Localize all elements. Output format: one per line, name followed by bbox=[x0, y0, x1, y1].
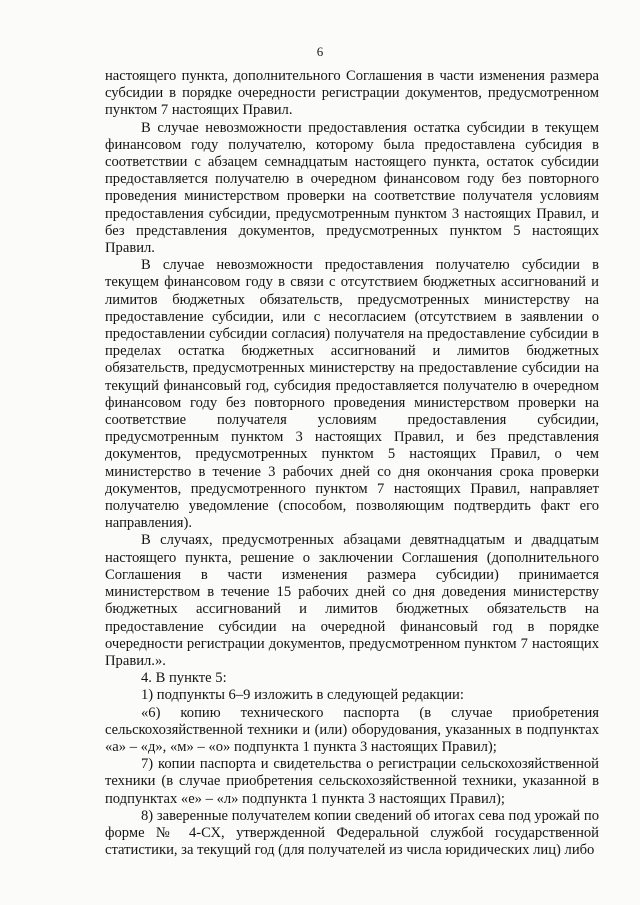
paragraph-no-budget-allocations: В случае невозможности предоставления получателю субсидии в текущем финансовом году в связи с отсутствием бюджетных ассигнований и лимитов бюджетных обязательств, предусмотренных министерству на предоставление субсидии, или с несогласием (отсутствием в заявлении о предоставлении субсидии согласия) получателя на предоставление субсидии в пределах остатка бюджетных ассигнований и лимитов бюджетных обязательств, предусмотренных министерству на предоставление субсидии на текущий финансовый год, субсидия предоставляется получателю в очередном финансовом году без повторного проведения министерством проверки на соответствие получателя условиям предоставления субсидии, предусмотренным пунктом 3 настоящих Правил, и без представления документов, предусмотренных пунктом 5 настоящих Правил, о чем министерство в течение 3 рабочих дней со дня окончания срока проверки документов, предусмотренного пунктом 7 настоящих Правил, направляет получателю уведомление (способом, позволяющим подтвердить факт его направления). bbox=[105, 257, 599, 532]
paragraph-subitem-1: 1) подпункты 6–9 изложить в следующей редакции: bbox=[141, 687, 464, 704]
page-number: 6 bbox=[316, 44, 324, 59]
paragraph-subitem-7: 7) копии паспорта и свидетельства о регистрации сельскохозяйственной техники (в случае приобретения сельскохозяйственной техники, указанной в подпунктах «е» – «л» подпункта 1 пункта 3 настоящих Правил); bbox=[105, 756, 599, 807]
paragraph-item-4: 4. В пункте 5: bbox=[141, 670, 227, 687]
body-text bbox=[105, 68, 599, 859]
paragraph-decision-term: В случаях, предусмотренных абзацами девятнадцатым и двадцатым настоящего пункта, решение о заключении Соглашения (дополнительного Соглашения в части изменения размера субсидии) принимается министерством в течение 15 рабочих дней со дня доведения министерству бюджетных ассигнований и лимитов бюджетных обязательств на предоставление субсидии на очередной финансовый год в порядке очередности регистрации документов, предусмотренном пунктом 7 настоящих Правил.». bbox=[105, 532, 599, 669]
paragraph-subitem-8: 8) заверенные получателем копии сведений об итогах сева под урожай по форме № 4-СХ, утвержденной Федеральной службой государственной статистики, за текущий год (для получателей из числа юридических лиц) либо bbox=[105, 807, 599, 859]
paragraph-subitem-6: «6) копию технического паспорта (в случае приобретения сельскохозяйственной техники и (или) оборудования, указанных в подпунктах «а» – «д», «м» – «о» подпункта 1 пункта 3 настоящих Правил); bbox=[105, 704, 599, 755]
paragraph-continuation: настоящего пункта, дополнительного Соглашения в части изменения размера субсидии в порядке очередности регистрации документов, предусмотренном пунктом 7 настоящих Правил. bbox=[105, 68, 599, 119]
paragraph-remainder-transfer: В случае невозможности предоставления остатка субсидии в текущем финансовом году получателю, которому была предоставлена субсидия в соответствии с абзацем семнадцатым настоящего пункта, остаток субсидии предоставляется получателю в очередном финансовом году без повторного проведения министерством проверки на соответствие получателя условиям предоставления субсидии, предусмотренным пунктом 3 настоящих Правил, и без представления документов, предусмотренных пунктом 5 настоящих Правил. bbox=[105, 119, 599, 257]
